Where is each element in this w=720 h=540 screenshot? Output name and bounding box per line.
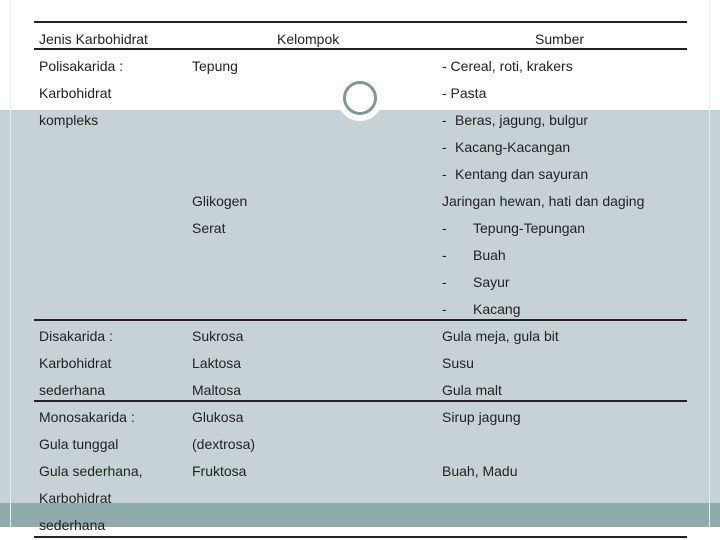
table-rule-header [34, 48, 687, 50]
group-label: Sukrosa [192, 328, 244, 344]
type-label: Gula sederhana, [39, 463, 143, 479]
group-note: (dextrosa) [192, 436, 256, 452]
type-label: Polisakarida : [39, 58, 124, 74]
header-sumber: Sumber [535, 31, 585, 47]
slide-footer [0, 527, 720, 540]
table-rule-bottom [34, 536, 687, 538]
source-text: - Pasta [442, 85, 487, 101]
group-label: Laktosa [192, 355, 242, 371]
table-rule-top [34, 21, 687, 23]
source-text: Gula meja, gula bit [442, 328, 559, 344]
type-label: sederhana [39, 382, 106, 398]
type-label: Karbohidrat [39, 490, 112, 506]
circle-ornament [337, 75, 383, 121]
circle-ring-icon [343, 81, 377, 115]
type-label: Monosakarida : [39, 409, 135, 425]
group-label: Maltosa [192, 382, 242, 398]
type-label: Karbohidrat [39, 85, 112, 101]
slide-bottom-band [0, 503, 720, 527]
source-dash: - [442, 301, 447, 317]
source-text: Kentang dan sayuran [455, 166, 589, 182]
type-label: sederhana [39, 517, 106, 533]
source-dash: - [442, 247, 447, 263]
source-dash: - [442, 274, 447, 290]
source-text: Buah, Madu [442, 463, 518, 479]
group-label: Glukosa [192, 409, 244, 425]
table-rule-section [34, 319, 687, 321]
type-label: Disakarida : [39, 328, 113, 344]
source-text: Beras, jagung, bulgur [455, 112, 589, 128]
type-label: Gula tunggal [39, 436, 119, 452]
source-dash: - [442, 220, 447, 236]
source-dash: - [442, 166, 447, 182]
source-text: Buah [473, 247, 506, 263]
header-jenis: Jenis Karbohidrat [39, 31, 148, 47]
group-label: Tepung [192, 58, 238, 74]
type-label: Karbohidrat [39, 355, 112, 371]
source-text: Sirup jagung [442, 409, 521, 425]
source-text: Sayur [473, 274, 510, 290]
source-text: Gula malt [442, 382, 502, 398]
source-text: Kacang-Kacangan [455, 139, 571, 155]
source-dash: - [442, 139, 447, 155]
type-label: kompleks [39, 112, 99, 128]
group-label: Serat [192, 220, 226, 236]
source-text: Susu [442, 355, 474, 371]
source-text: Jaringan hewan, hati dan daging [442, 193, 645, 209]
slide-frame-right [709, 0, 710, 527]
slide-frame-left [10, 0, 11, 527]
group-label: Glikogen [192, 193, 248, 209]
source-text: - Cereal, roti, krakers [442, 58, 573, 74]
source-dash: - [442, 112, 447, 128]
source-text: Tepung-Tepungan [473, 220, 586, 236]
group-label: Fruktosa [192, 463, 247, 479]
header-kelompok: Kelompok [277, 31, 340, 47]
source-text: Kacang [473, 301, 521, 317]
table-rule-section [34, 400, 687, 402]
